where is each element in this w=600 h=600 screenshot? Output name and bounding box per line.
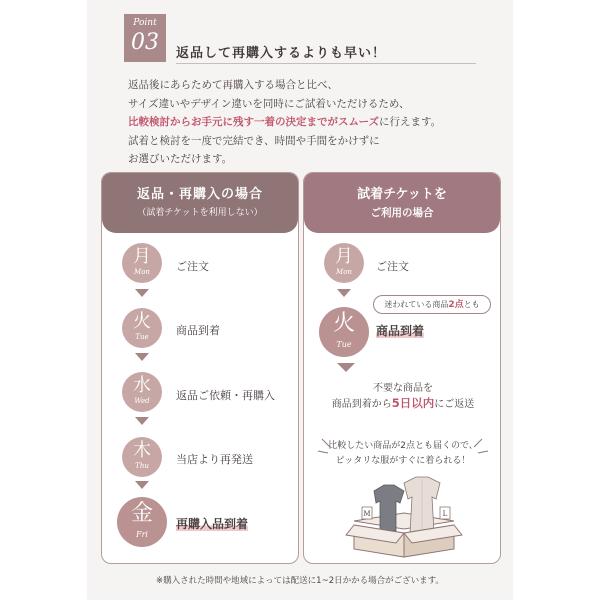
panel-title: 返品・再購入の場合 [136,187,263,202]
day-kanji: 火 [332,311,355,336]
return-text: 商品到着から [331,399,392,410]
delivery-footnote: ※購入された時間や地域によっては配送に1~2日かかる場合がございます。 [156,576,444,586]
point-badge [124,14,166,62]
final-label-text: 商品到着 [376,324,425,338]
day-kanji: 月 [133,246,151,267]
down-arrow-icon [337,289,351,297]
speech-bubble [373,295,491,314]
day-en: Mon [336,268,352,276]
panel-title: 試着チケットを [357,187,447,202]
down-arrow-icon [337,363,355,372]
return-line-2 [304,395,501,411]
down-arrow-icon [135,417,149,425]
day-kanji: 火 [133,311,151,332]
step-label: 当店より再発送 [176,453,253,466]
day-circle-thu [122,437,162,477]
box-with-clothes-illustration [344,473,464,559]
bubble-text-end: とも [463,300,480,309]
svg-text:M: M [363,510,371,518]
return-line-1: 不要な商品を [373,383,433,394]
day-kanji: 金 [130,501,153,526]
return-deadline: 5日以内 [391,396,435,410]
bubble-count: 2点 [448,300,464,310]
day-circle-fri [117,497,167,547]
intro-line-rest: に行えます。 [378,116,442,128]
day-kanji: 木 [133,440,151,461]
step-label: 商品到着 [176,324,220,337]
day-circle-tue [319,307,369,357]
day-kanji: 月 [335,246,353,267]
day-en: Mon [134,268,150,276]
step-label: ご注文 [376,260,409,273]
intro-line: サイズ違いやデザイン違いを同時にご試着いただけるため、 [128,97,410,110]
point-word: Point [133,18,157,28]
step-label: 返品ご依頼・再購入 [176,389,275,402]
panel-subtitle: （試着チケットを利用しない） [137,208,263,218]
day-circle-mon [324,243,364,283]
down-arrow-icon [135,353,149,361]
day-en: Wed [134,397,150,405]
svg-text:L: L [442,510,448,518]
bubble-text: 迷われている商品 [384,300,449,309]
title-underline [176,63,476,64]
return-repurchase-panel [101,172,299,564]
day-en: Tue [135,333,149,341]
down-arrow-icon [135,481,149,489]
down-arrow-icon [135,289,149,297]
panel-subtitle: ご利用の場合 [370,207,434,219]
day-circle-wed [122,372,162,412]
day-en: Tue [336,340,352,349]
intro-text [128,76,498,169]
return-text-end: にご返送 [434,399,475,410]
intro-line: 試着と検討を一度で完結でき、時間や手間をかけずに [128,134,380,147]
day-circle-tue [122,308,162,348]
day-circle-mon [122,243,162,283]
intro-line: 返品後にあらためて再購入する場合と比べ、 [128,79,338,91]
day-en: Fri [136,530,148,539]
step-label-final [176,515,248,532]
compare-line-2: ピッタリな服がすぐに着られる！ [335,456,471,466]
panel-header [304,173,500,233]
step-label: ご注文 [176,260,209,273]
day-en: Thu [135,462,149,470]
point-number: 03 [131,30,159,55]
final-label-text: 再購入品到着 [176,517,249,531]
section-title: 返品して再購入するよりも早い！ [176,46,387,61]
compare-line-1: 比較したい商品が2点とも届くので、 [328,441,478,451]
intro-line: お選びいただけます。 [128,153,233,165]
panel-header [102,173,298,233]
intro-line [128,113,498,132]
intro-highlight: 比較検討からお手元に残す一着の決定までがスムーズ [128,116,379,128]
day-kanji: 水 [133,375,151,396]
try-on-ticket-panel [303,172,501,564]
step-label-final [376,322,424,339]
